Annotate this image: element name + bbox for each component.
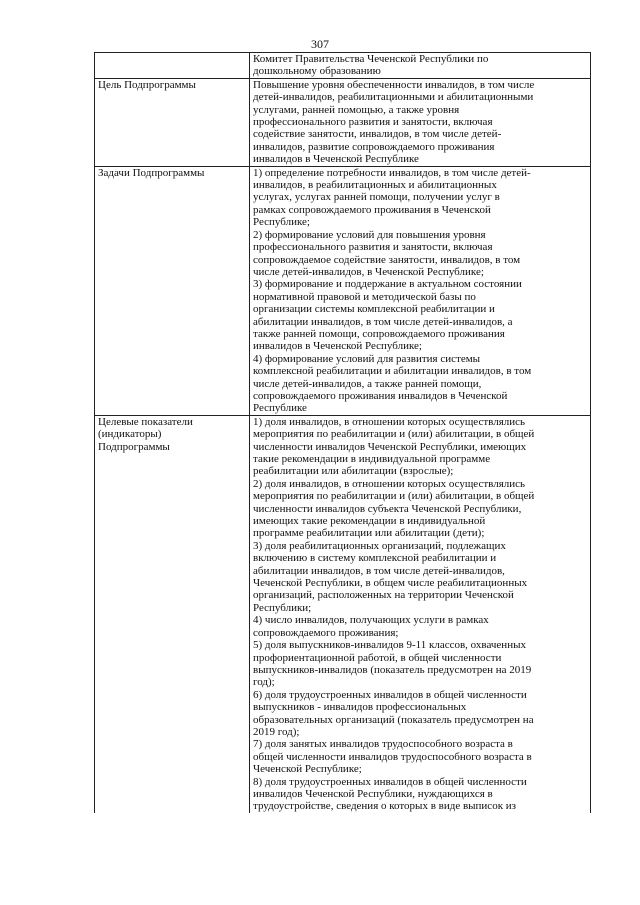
- row-value-line: инвалидов, развитие сопровождаемого проживания: [253, 140, 495, 153]
- row-value-line: числе детей-инвалидов, а также ранней помощи,: [253, 377, 482, 390]
- row-value-line: включению в систему комплексной реабилитации и: [253, 552, 497, 565]
- row-value-line: детей-инвалидов, реабилитационными и абилитационными: [253, 91, 534, 104]
- row-value-line: 4) формирование условий для развития системы: [253, 352, 481, 365]
- row-value-line: сопровождаемого проживания инвалидов в Чеченской: [253, 389, 508, 402]
- row-value-line: Республики;: [253, 601, 312, 614]
- row-value-line: дошкольному образованию: [253, 65, 381, 78]
- row-label-line: Цель Подпрограммы: [98, 78, 196, 91]
- row-value-line: численности инвалидов субъекта Чеченской Республики,: [253, 502, 522, 515]
- row-label-line: Целевые показатели: [98, 415, 193, 428]
- row-value-line: Республике;: [253, 216, 310, 229]
- row-value-line: 2019 год);: [253, 725, 300, 738]
- row-value-line: трудоустройстве, сведения о которых в виде выписок из: [253, 800, 517, 813]
- row-value-line: рамках сопровождаемого проживания в Чеченской: [253, 203, 491, 216]
- row-value-line: организации системы комплексной реабилитации и: [253, 303, 495, 316]
- row-value-cell: [250, 415, 591, 813]
- row-value-line: 4) число инвалидов, получающих услуги в рамках: [253, 614, 489, 627]
- row-value-line: 3) формирование и поддержание в актуальном состоянии: [253, 278, 522, 291]
- row-value-line: также ранней помощи, сопровождаемого проживания: [253, 327, 505, 340]
- row-value-line: комплексной реабилитации и абилитации инвалидов, в том: [253, 365, 532, 378]
- row-value-line: абилитации инвалидов, в том числе детей-инвалидов, а: [253, 315, 513, 328]
- row-label-cell: [95, 415, 250, 813]
- row-value-line: такие рекомендации в индивидуальной программе: [253, 453, 491, 465]
- row-value-line: выпускников-инвалидов (показатель предусмотрен на 2019: [253, 663, 532, 676]
- row-value-line: 7) доля занятых инвалидов трудоспособного возраста в: [253, 738, 513, 751]
- row-label-line: Задачи Подпрограммы: [98, 166, 205, 179]
- row-label-line: (индикаторы): [98, 428, 162, 441]
- row-value-line: программе реабилитации или абилитации (дети);: [253, 527, 485, 540]
- row-value-line: имеющих такие рекомендации в индивидуальной: [253, 515, 486, 528]
- row-value-line: 6) доля трудоустроенных инвалидов в общей численности: [253, 688, 527, 701]
- row-value-line: профессионального развития и занятости, включая: [253, 116, 493, 129]
- row-value-line: услугах, услугах ранней помощи, получении услуг в: [253, 191, 500, 204]
- row-value-line: сопровождаемое содействие занятости, инвалидов, в том: [253, 253, 521, 266]
- row-value-line: Чеченской Республики, в общем числе реабилитационных: [253, 577, 528, 590]
- row-value-line: профориентационной работой, в общей численности: [253, 651, 502, 664]
- row-value-line: организаций, расположенных на территории Чеченской: [253, 589, 514, 602]
- row-value-line: мероприятия по реабилитации и (или) абилитации, в общей: [253, 428, 535, 441]
- row-value-line: содействие занятости, инвалидов, в том числе детей-: [253, 128, 502, 141]
- page-number: 307: [311, 37, 329, 51]
- passport-table: [94, 52, 591, 813]
- row-value-line: 3) доля реабилитационных организаций, подлежащих: [253, 539, 506, 552]
- row-value-line: нормативной правовой и методической базы по: [253, 290, 476, 303]
- table-row: [95, 78, 591, 166]
- row-value-line: услугами, ранней помощью, а также уровня: [253, 103, 460, 116]
- row-value-line: 1) определение потребности инвалидов, в том числе детей-: [253, 166, 531, 179]
- row-label-line: Подпрограммы: [98, 440, 170, 453]
- row-value-line: Чеченской Республике;: [253, 763, 362, 776]
- row-value-line: мероприятия по реабилитации и (или) абилитации, в общей: [253, 490, 535, 503]
- row-value-line: 2) формирование условий для повышения уровня: [253, 228, 486, 241]
- row-value-cell: [250, 53, 591, 79]
- row-value-line: 2) доля инвалидов, в отношении которых осуществлялись: [253, 477, 526, 490]
- row-value-line: Республике: [253, 402, 307, 415]
- row-value-line: сопровождаемого проживания;: [253, 626, 399, 639]
- row-label-cell: [95, 166, 250, 415]
- row-value-line: общей численности инвалидов трудоспособного возраста в: [253, 750, 532, 763]
- row-value-line: инвалидов Чеченской Республики, нуждающихся в: [253, 787, 493, 800]
- row-value-line: инвалидов, в реабилитационных и абилитационных: [253, 179, 497, 192]
- row-label-cell: [95, 53, 250, 79]
- table-row: [95, 53, 591, 79]
- table-row: [95, 415, 591, 813]
- row-value-line: выпускников - инвалидов профессиональных: [253, 701, 467, 714]
- row-value-line: Комитет Правительства Чеченской Республики по: [253, 53, 489, 65]
- row-label-cell: [95, 78, 250, 166]
- row-value-cell: [250, 78, 591, 166]
- table-row: [95, 166, 591, 415]
- row-value-line: год);: [253, 676, 275, 689]
- row-value-line: инвалидов в Чеченской Республике: [253, 153, 419, 166]
- row-value-cell: [250, 166, 591, 415]
- row-value-line: профессионального развития и занятости, включая: [253, 241, 493, 254]
- row-value-line: инвалидов в Чеченской Республике;: [253, 340, 422, 353]
- row-value-line: 5) доля выпускников-инвалидов 9-11 классов, охваченных: [253, 639, 526, 652]
- row-value-line: 8) доля трудоустроенных инвалидов в общей численности: [253, 775, 527, 788]
- row-value-line: абилитации инвалидов, в том числе детей-инвалидов,: [253, 564, 505, 577]
- row-value-line: 1) доля инвалидов, в отношении которых осуществлялись: [253, 415, 526, 428]
- row-value-line: числе детей-инвалидов, в Чеченской Республике;: [253, 265, 484, 278]
- row-value-line: образовательных организаций (показатель предусмотрен на: [253, 713, 534, 726]
- row-value-line: численности инвалидов Чеченской Республики, имеющих: [253, 440, 527, 453]
- row-value-line: реабилитации или абилитации (взрослые);: [253, 465, 454, 478]
- row-value-line: Повышение уровня обеспеченности инвалидов, в том числе: [253, 78, 535, 91]
